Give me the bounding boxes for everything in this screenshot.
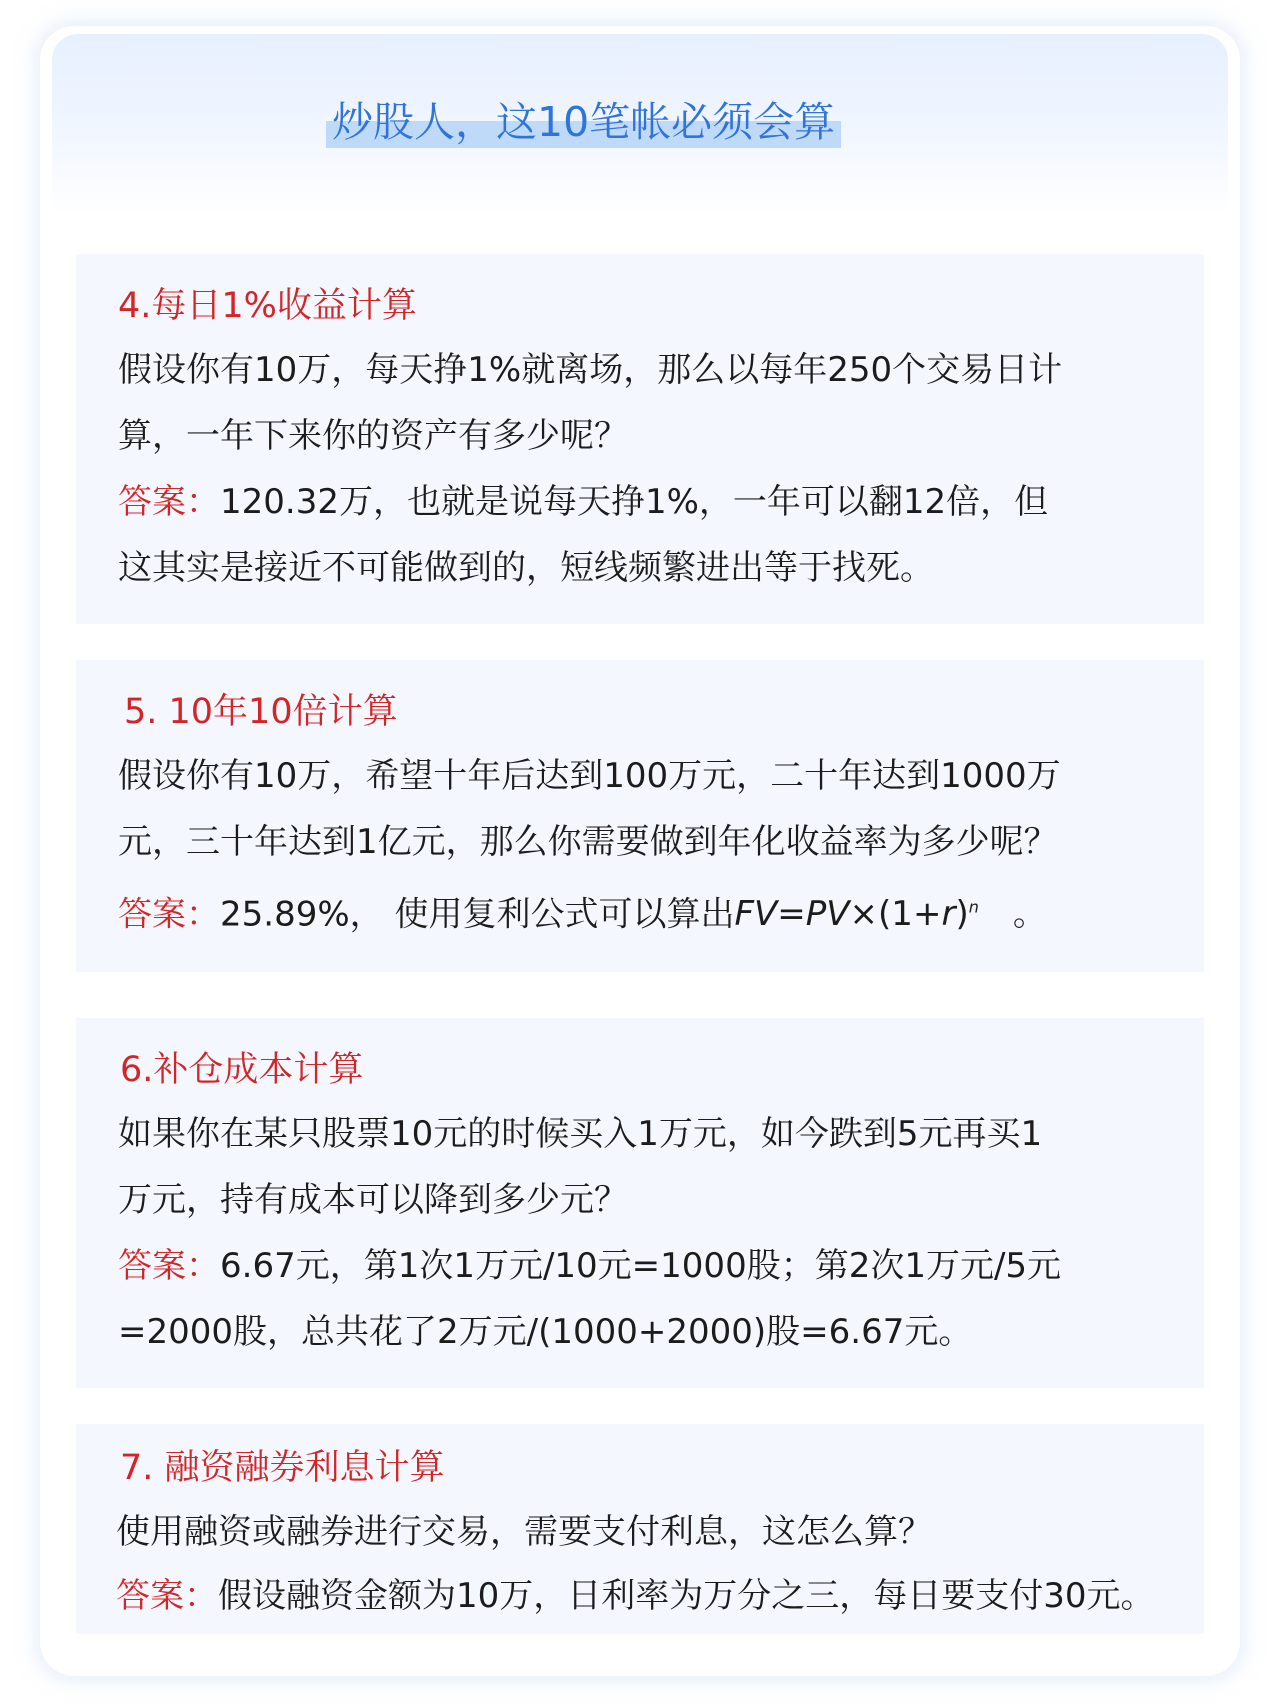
question-line: 元，三十年达到1亿元，那么你需要做到年化收益率为多少呢？ (118, 822, 1058, 862)
answer-line (118, 480, 1048, 524)
section-heading: 7. 融资融券利息计算 (120, 1448, 445, 1488)
answer-text: 6.67元，第1次1万元/10元=1000股；第2次1万元/5元 (220, 1246, 1062, 1286)
answer-label: 答案： (118, 894, 220, 935)
page-title: 炒股人，这10笔帐必须会算 (326, 96, 841, 148)
compound-interest-formula: $FV=PV\times(1+r)^n$ (734, 894, 979, 935)
question-line: 假设你有10万，每天挣1%就离场，那么以每年250个交易日计 (118, 350, 1063, 390)
answer-line: 这其实是接近不可能做到的，短线频繁进出等于找死。 (118, 548, 934, 588)
question-line: 万元，持有成本可以降到多少元？ (118, 1180, 628, 1220)
answer-line (116, 1574, 1155, 1618)
answer-label: 答案： (116, 1576, 218, 1616)
section-heading: 4.每日1%收益计算 (118, 286, 417, 326)
answer-text: 25.89%， 使用复利公式可以算出 (220, 894, 735, 935)
question-line: 算，一年下来你的资产有多少呢？ (118, 416, 628, 456)
question-line: 如果你在某只股票10元的时候买入1万元，如今跌到5元再买1 (118, 1114, 1043, 1154)
section-card-4 (76, 254, 1204, 624)
section-card-7 (76, 1424, 1204, 1634)
section-card-5 (76, 660, 1204, 972)
section-heading: 6.补仓成本计算 (120, 1050, 364, 1090)
answer-line (118, 1244, 1061, 1288)
section-card-6 (76, 1018, 1204, 1388)
answer-end: 。 (1012, 894, 1047, 935)
answer-label: 答案： (118, 1246, 220, 1286)
question-line: 假设你有10万，希望十年后达到100万元，二十年达到1000万 (118, 756, 1061, 796)
answer-text: 假设融资金额为10万，日利率为万分之三，每日要支付30元。 (218, 1576, 1155, 1616)
question-line: 使用融资或融券进行交易，需要支付利息，这怎么算？ (116, 1512, 932, 1552)
answer-label: 答案： (118, 482, 220, 522)
answer-line: =2000股，总共花了2万元/(1000+2000)股=6.67元。 (118, 1312, 973, 1352)
answer-line (118, 886, 1047, 936)
answer-text: 120.32万，也就是说每天挣1%，一年可以翻12倍，但 (220, 482, 1049, 522)
section-heading: 5. 10年10倍计算 (124, 692, 398, 732)
